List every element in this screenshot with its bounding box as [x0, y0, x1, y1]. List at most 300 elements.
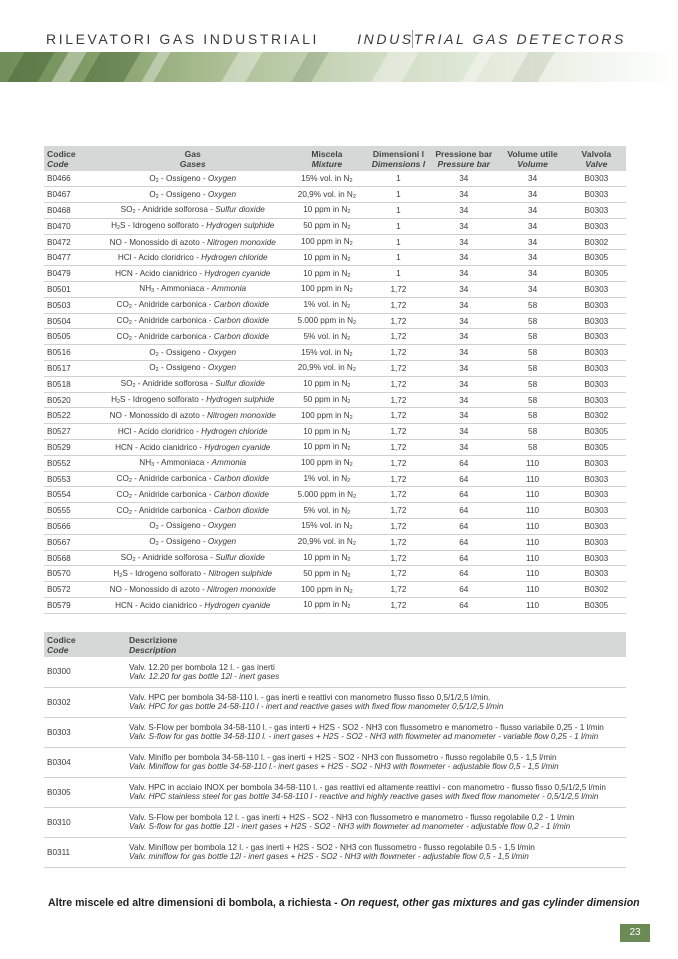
gas-name-it: Anidride carbonica [138, 489, 207, 499]
mixture-value: 20,9% vol. in N [297, 537, 353, 547]
mixture-value: 1% vol. in N [303, 474, 348, 484]
gas-name-it: Idrogeno solforato [132, 221, 199, 231]
gas-name-it: Ossigeno [166, 363, 201, 373]
valve-cell: B0303 [567, 203, 626, 219]
valve-cell: B0303 [567, 519, 626, 535]
gas-name-en: Carbon dioxide [213, 505, 269, 515]
gas-formula: HCN [115, 600, 133, 610]
valve-cell: B0305 [567, 598, 626, 614]
mixture-value: 5% vol. in N [303, 331, 348, 341]
gas-name-en: Sulfur dioxide [215, 553, 265, 563]
mixture-value: 20,9% vol. in N [297, 189, 353, 199]
product-code: B0579 [44, 598, 100, 614]
pressure-cell: 64 [429, 598, 498, 614]
pressure-cell: 34 [429, 250, 498, 266]
pressure-cell: 34 [429, 392, 498, 408]
gas-formula: HCN [115, 269, 133, 279]
gas-name-it: Anidride solforosa [142, 205, 208, 215]
dimension-cell: 1,72 [368, 282, 429, 298]
gas-name-en: Hydrogen cyanide [204, 600, 271, 610]
table-row [44, 519, 626, 535]
valve-cell: B0303 [567, 487, 626, 503]
volume-cell: 58 [498, 361, 566, 377]
valve-cell: B0303 [567, 297, 626, 313]
gas-formula-subscript: 2 [128, 335, 132, 342]
gas-name-it: Anidride solforosa [142, 379, 208, 389]
gas-cell: $O_2$ - Ossigeno - Oxygen [100, 534, 286, 550]
column-header [286, 146, 368, 171]
gas-cell: $CO_2$ - Anidride carbonica - Carbon dioxide [100, 503, 286, 519]
gas-name-it: Acido cianidrico [139, 442, 198, 452]
mixture-cell [286, 234, 368, 250]
table-row [44, 550, 626, 566]
mixture-value: 10 ppm in N [303, 426, 348, 436]
mixture-cell [286, 550, 368, 566]
product-code: B0518 [44, 376, 100, 392]
dimension-cell: 1,72 [368, 345, 429, 361]
pressure-cell: 64 [429, 503, 498, 519]
column-header [368, 146, 429, 171]
valve-code: B0303 [44, 717, 126, 747]
gas-mixtures-table [44, 146, 626, 614]
mixture-value: 15% vol. in N [301, 347, 350, 357]
gas-formula-subscript: 2 [155, 193, 159, 200]
product-code: B0568 [44, 550, 100, 566]
column-header-it: Valvola [581, 149, 612, 159]
table-row [44, 187, 626, 203]
product-code: B0472 [44, 234, 100, 250]
mixture-value: 15% vol. in N [301, 521, 350, 531]
valve-description-it: Valv. HPC per bombola 34-58-110 l. - gas inerti e reattivi con manometro flusso fisso 0,5/1/2,5 l/min. [129, 693, 491, 702]
column-header [100, 146, 286, 171]
column-header-en: Dimensions l [371, 159, 426, 169]
gas-name-en: Carbon dioxide [213, 331, 269, 341]
volume-cell: 34 [498, 187, 566, 203]
mixture-value: 10 ppm in N [303, 442, 348, 452]
gas-formula: O [149, 173, 156, 183]
gas-name-en: Sulfur dioxide [215, 205, 265, 215]
mixture-cell [286, 266, 368, 282]
mixture-subscript: 2 [347, 209, 351, 216]
mixture-subscript: 2 [347, 557, 351, 564]
pressure-cell: 34 [429, 171, 498, 187]
valve-code: B0302 [44, 687, 126, 717]
valve-cell: B0303 [567, 171, 626, 187]
gas-formula-subscript: 2 [155, 351, 159, 358]
valve-description-it: Valv. S-Flow per bombola 12 l. - gas inerti + H2S - SO2 - NH3 con flussometro e manometro - flusso regolabile 0,2 - 1 l/min [129, 813, 575, 822]
gas-name-en: Carbon dioxide [213, 489, 269, 499]
valves-body [44, 657, 626, 867]
gas-formula-subscript: 3 [151, 462, 155, 469]
mixture-value: 10 ppm in N [303, 205, 348, 215]
valve-description [126, 747, 626, 777]
mixture-cell [286, 345, 368, 361]
gas-formula: HCl [117, 253, 132, 263]
valve-cell: B0305 [567, 424, 626, 440]
gas-name-en: Carbon dioxide [213, 316, 269, 326]
valve-cell: B0303 [567, 471, 626, 487]
valve-cell: B0303 [567, 566, 626, 582]
valve-cell: B0303 [567, 455, 626, 471]
gas-name-it: Anidride carbonica [138, 316, 207, 326]
volume-cell: 110 [498, 455, 566, 471]
table-row [44, 250, 626, 266]
gas-formula: O [149, 363, 156, 373]
gas-name-en: Hydrogen sulphide [206, 221, 275, 231]
table-row [44, 424, 626, 440]
pressure-cell: 34 [429, 424, 498, 440]
gas-name-it: Idrogeno solforato [135, 568, 202, 578]
valve-cell: B0305 [567, 440, 626, 456]
column-header [44, 146, 100, 171]
column-header [126, 632, 626, 657]
table-row [44, 440, 626, 456]
table-row [44, 747, 626, 777]
volume-cell: 110 [498, 582, 566, 598]
gas-formula-tail: S [120, 221, 126, 231]
mixture-subscript: 2 [347, 399, 351, 406]
mixture-cell [286, 250, 368, 266]
volume-cell: 110 [498, 566, 566, 582]
gas-formula-subscript: 2 [116, 225, 121, 232]
mixture-cell [286, 282, 368, 298]
gas-name-it: Ammoniaca [161, 458, 205, 468]
gas-name-en: Oxygen [207, 363, 237, 373]
mixture-cell [286, 519, 368, 535]
product-code: B0470 [44, 218, 100, 234]
table-row [44, 266, 626, 282]
gas-cell: HCN - Acido cianidrico - Hydrogen cyanide [100, 440, 286, 456]
gas-cell: $SO_2$ - Anidride solforosa - Sulfur dioxide [100, 203, 286, 219]
footer-note-english: On request, other gas mixtures and gas cylinder dimension [340, 897, 640, 909]
table-row [44, 408, 626, 424]
table-row [44, 203, 626, 219]
column-header-en: Pressure bar [437, 159, 491, 169]
table-row [44, 234, 626, 250]
mixture-cell [286, 582, 368, 598]
mixture-value: 100 ppm in N [300, 284, 350, 294]
column-header-it: Gas [184, 149, 201, 159]
column-header-it: Codice [47, 149, 76, 159]
gas-formula: CO [116, 489, 129, 499]
gas-formula-subscript: 2 [128, 493, 132, 500]
mixture-subscript: 2 [347, 604, 351, 611]
product-code: B0520 [44, 392, 100, 408]
mixture-value: 50 ppm in N [303, 395, 348, 405]
mixture-subscript: 2 [347, 272, 351, 279]
column-header-it: Codice [47, 635, 76, 645]
gas-name-it: Ammoniaca [161, 284, 205, 294]
product-code: B0479 [44, 266, 100, 282]
dimension-cell: 1,72 [368, 598, 429, 614]
gas-name-en: Carbon dioxide [213, 474, 269, 484]
gas-cell: $O_2$ - Ossigeno - Oxygen [100, 345, 286, 361]
gas-formula-tail: S [122, 568, 128, 578]
pressure-cell: 64 [429, 471, 498, 487]
mixture-subscript: 2 [349, 414, 353, 421]
gas-formula-subscript: 2 [132, 557, 136, 564]
volume-cell: 34 [498, 218, 566, 234]
mixture-value: 20,9% vol. in N [297, 363, 353, 373]
gas-formula-subscript: 2 [128, 478, 132, 485]
product-code: B0529 [44, 440, 100, 456]
gas-name-en: Hydrogen chloride [201, 253, 268, 263]
mixture-value: 15% vol. in N [301, 173, 350, 183]
table-row [44, 361, 626, 377]
table-row [44, 218, 626, 234]
mixture-cell [286, 471, 368, 487]
volume-cell: 34 [498, 171, 566, 187]
mixture-value: 5.000 ppm in N [297, 316, 354, 326]
table-row [44, 171, 626, 187]
volume-cell: 110 [498, 598, 566, 614]
gas-formula: O [149, 537, 156, 547]
valve-code: B0310 [44, 807, 126, 837]
pressure-cell: 34 [429, 345, 498, 361]
table-row [44, 345, 626, 361]
gas-name-en: Ammonia [211, 284, 247, 294]
table-row [44, 503, 626, 519]
valve-code: B0300 [44, 657, 126, 687]
mixture-cell [286, 218, 368, 234]
volume-cell: 110 [498, 487, 566, 503]
mixture-value: 5% vol. in N [303, 505, 348, 515]
mixture-subscript: 2 [349, 288, 353, 295]
mixture-cell [286, 376, 368, 392]
mixture-subscript: 2 [349, 241, 353, 248]
product-code: B0566 [44, 519, 100, 535]
table-row [44, 471, 626, 487]
pressure-cell: 34 [429, 376, 498, 392]
gas-formula: H [111, 395, 117, 405]
mixture-cell [286, 297, 368, 313]
pressure-cell: 64 [429, 519, 498, 535]
mixture-value: 100 ppm in N [300, 237, 350, 247]
valve-cell: B0305 [567, 250, 626, 266]
mixture-value: 50 ppm in N [303, 221, 348, 231]
gas-name-it: Monossido di azoto [129, 237, 200, 247]
gas-cell: $SO_2$ - Anidride solforosa - Sulfur dioxide [100, 550, 286, 566]
mixture-value: 1% vol. in N [303, 300, 348, 310]
gas-cell: $CO_2$ - Anidride carbonica - Carbon dioxide [100, 471, 286, 487]
footer-note [48, 897, 640, 909]
mixture-subscript: 2 [352, 367, 356, 374]
valve-description-en: Valv. Miniflow for gas bottle 34-58-110 l.- inert gases + H2S - SO2 - NH3 with flowmeter - adjustable flow 0,5 - 1,5 l/min [129, 762, 559, 771]
valve-description-en: Valv. HPC stainless steel for gas bottle 34-58-110 l - reactive and highly reactive gases with fixed flow manometer - 0,5/1/2,5 l/min [129, 792, 599, 801]
mixture-subscript: 2 [349, 588, 353, 595]
dimension-cell: 1 [368, 218, 429, 234]
gas-name-en: Nitrogen monoxide [207, 411, 276, 421]
table-row [44, 534, 626, 550]
table-row [44, 687, 626, 717]
dimension-cell: 1 [368, 171, 429, 187]
column-header [44, 632, 126, 657]
table-row [44, 455, 626, 471]
product-code: B0467 [44, 187, 100, 203]
volume-cell: 58 [498, 392, 566, 408]
header-green-band [0, 52, 678, 82]
mixture-cell [286, 440, 368, 456]
volume-cell: 110 [498, 519, 566, 535]
column-header-en: Valve [585, 159, 608, 169]
mixture-subscript: 2 [347, 572, 351, 579]
gas-name-it: Monossido di azoto [129, 411, 200, 421]
dimension-cell: 1,72 [368, 392, 429, 408]
gas-formula: SO [120, 553, 133, 563]
mixture-cell [286, 408, 368, 424]
gas-name-it: Acido cianidrico [139, 600, 198, 610]
volume-cell: 58 [498, 376, 566, 392]
mixture-subscript: 2 [353, 493, 357, 500]
pressure-cell: 34 [429, 297, 498, 313]
gas-name-en: Sulfur dioxide [215, 379, 265, 389]
table-row [44, 282, 626, 298]
gas-cell: $H_2S$ - Idrogeno solforato - Hydrogen sulphide [100, 218, 286, 234]
mixture-cell [286, 598, 368, 614]
gas-formula: SO [120, 379, 133, 389]
mixture-cell [286, 313, 368, 329]
valve-code: B0304 [44, 747, 126, 777]
valve-description-it: Valv. Miniflo per bombola 34-58-110 l. - gas inerti + H2S - SO2 - NH3 con flussometro - flusso regolabile 0,5 - 1,5 l/min [129, 753, 557, 762]
product-code: B0505 [44, 329, 100, 345]
valves-table [44, 632, 626, 868]
gas-formula: O [149, 521, 156, 531]
product-code: B0527 [44, 424, 100, 440]
mixture-subscript: 2 [352, 193, 356, 200]
dimension-cell: 1,72 [368, 297, 429, 313]
table-row [44, 297, 626, 313]
gas-cell: HCN - Acido cianidrico - Hydrogen cyanide [100, 598, 286, 614]
mixture-subscript: 2 [347, 304, 351, 311]
valve-description [126, 777, 626, 807]
table-row [44, 598, 626, 614]
valve-description-en: Valv. S-flow for gas bottle 34-58-110 l. - inert gases + H2S - SO2 - NH3 with flowmeter ad manometer - variable flow 0,25 - 1 l/min [129, 732, 599, 741]
product-code: B0504 [44, 313, 100, 329]
gas-formula: NH [139, 284, 152, 294]
volume-cell: 110 [498, 534, 566, 550]
page-number: 23 [620, 924, 650, 942]
column-header-it: Miscela [311, 149, 343, 159]
valve-cell: B0303 [567, 313, 626, 329]
gas-formula: H [111, 221, 117, 231]
gas-cell: $O_2$ - Ossigeno - Oxygen [100, 187, 286, 203]
mixture-cell [286, 566, 368, 582]
product-code: B0477 [44, 250, 100, 266]
gas-cell: HCl - Acido cloridrico - Hydrogen chloride [100, 250, 286, 266]
gas-name-it: Ossigeno [166, 537, 201, 547]
pressure-cell: 64 [429, 455, 498, 471]
pressure-cell: 34 [429, 266, 498, 282]
gas-name-it: Idrogeno solforato [132, 395, 199, 405]
column-header-en: Code [47, 645, 69, 655]
valve-cell: B0302 [567, 234, 626, 250]
dimension-cell: 1,72 [368, 534, 429, 550]
gas-name-it: Acido cianidrico [139, 269, 198, 279]
gas-name-en: Oxygen [207, 173, 237, 183]
gas-cell: HCl - Acido cloridrico - Hydrogen chloride [100, 424, 286, 440]
mixture-subscript: 2 [349, 462, 353, 469]
valve-cell: B0303 [567, 392, 626, 408]
mixture-subscript: 2 [347, 446, 351, 453]
gas-formula-subscript: 2 [116, 399, 121, 406]
dimension-cell: 1 [368, 250, 429, 266]
mixture-value: 10 ppm in N [303, 268, 348, 278]
gas-formula-subscript: 2 [155, 367, 159, 374]
valve-cell: B0305 [567, 266, 626, 282]
volume-cell: 34 [498, 282, 566, 298]
volume-cell: 58 [498, 329, 566, 345]
valve-cell: B0303 [567, 376, 626, 392]
gas-formula-subscript: 2 [119, 572, 123, 579]
volume-cell: 110 [498, 503, 566, 519]
pressure-cell: 34 [429, 361, 498, 377]
column-header-en: Code [47, 159, 69, 169]
mixture-subscript: 2 [347, 478, 351, 485]
gas-name-it: Ossigeno [166, 189, 201, 199]
valves-header-row [44, 632, 626, 657]
product-code: B0517 [44, 361, 100, 377]
gas-formula-subscript: 2 [155, 177, 159, 184]
gas-name-en: Hydrogen cyanide [204, 442, 271, 452]
gas-formula: CO [116, 300, 129, 310]
gas-name-it: Anidride carbonica [138, 331, 207, 341]
gas-name-it: Ossigeno [166, 173, 201, 183]
gas-name-en: Hydrogen chloride [201, 427, 268, 437]
mixture-subscript: 2 [353, 320, 357, 327]
dimension-cell: 1,72 [368, 408, 429, 424]
volume-cell: 58 [498, 440, 566, 456]
mixture-subscript: 2 [349, 525, 353, 532]
dimension-cell: 1,72 [368, 519, 429, 535]
dimension-cell: 1,72 [368, 566, 429, 582]
product-code: B0468 [44, 203, 100, 219]
gas-cell: $NH_3$ - Ammoniaca - Ammonia [100, 282, 286, 298]
mixture-subscript: 2 [347, 430, 351, 437]
valve-cell: B0303 [567, 187, 626, 203]
gas-cell: $CO_2$ - Anidride carbonica - Carbon dioxide [100, 329, 286, 345]
pressure-cell: 34 [429, 313, 498, 329]
mixture-value: 5.000 ppm in N [297, 489, 354, 499]
pressure-cell: 34 [429, 329, 498, 345]
product-code: B0522 [44, 408, 100, 424]
column-header [567, 146, 626, 171]
mixture-cell [286, 329, 368, 345]
dimension-cell: 1,72 [368, 471, 429, 487]
column-header [429, 146, 498, 171]
gas-name-it: Ossigeno [166, 521, 201, 531]
product-code: B0516 [44, 345, 100, 361]
dimension-cell: 1 [368, 203, 429, 219]
dimension-cell: 1,72 [368, 455, 429, 471]
gas-cell: $O_2$ - Ossigeno - Oxygen [100, 519, 286, 535]
mixture-cell [286, 392, 368, 408]
column-header-en: Gases [179, 159, 206, 169]
gas-formula: CO [116, 505, 129, 515]
gas-formula: NO [109, 411, 122, 421]
gas-cell: $H_2S$ - Idrogeno solforato - Hydrogen sulphide [100, 392, 286, 408]
table-row [44, 376, 626, 392]
mixture-cell [286, 361, 368, 377]
mixture-cell [286, 424, 368, 440]
valve-description-en: Valv. miniflow for gas bottle 12l - inert gases + H2S - SO2 - NH3 with flowmeter - adjustable flow 0,5 - 1,5 l/min [129, 852, 529, 861]
dimension-cell: 1,72 [368, 440, 429, 456]
gas-formula: NO [109, 237, 122, 247]
mixture-cell [286, 534, 368, 550]
pressure-cell: 34 [429, 282, 498, 298]
table-row [44, 837, 626, 867]
mixture-cell [286, 171, 368, 187]
gas-name-it: Acido cloridrico [138, 253, 194, 263]
